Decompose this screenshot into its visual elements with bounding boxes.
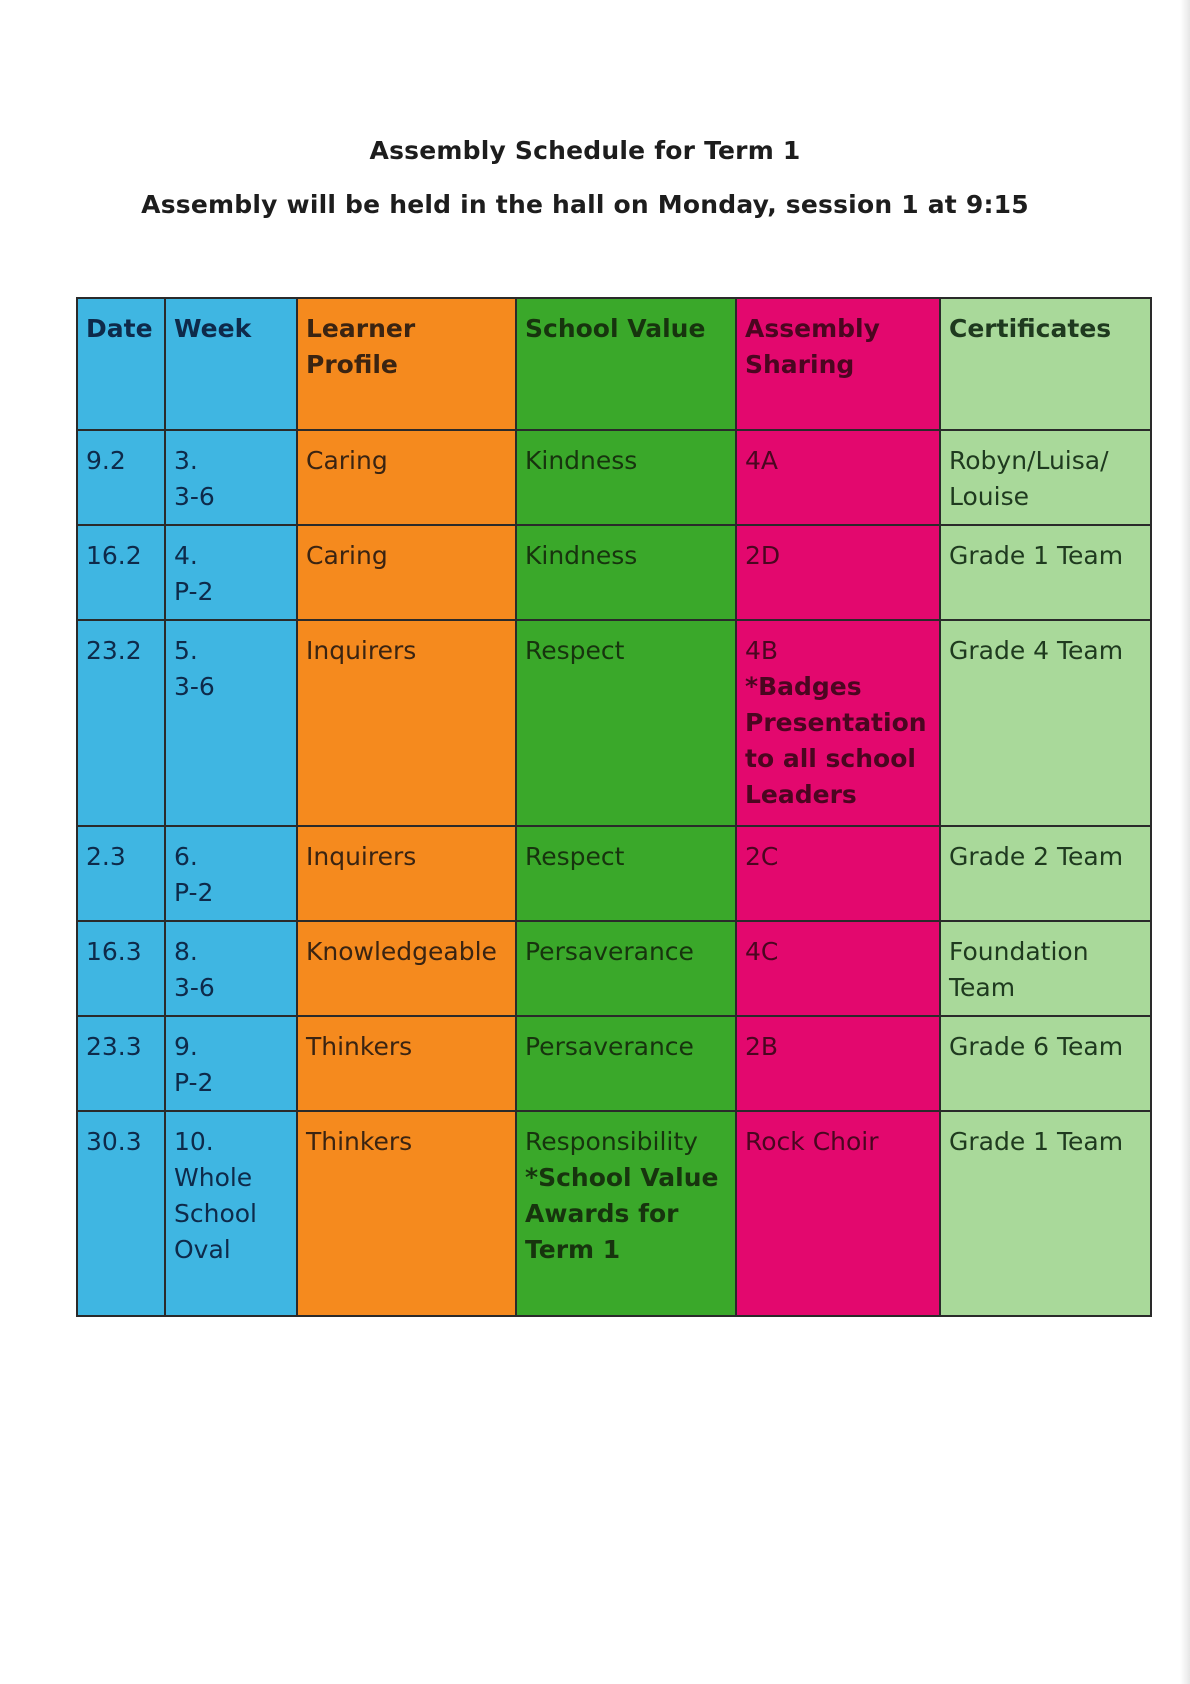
school-value-text: Kindness [525,541,638,570]
cell-learner-profile: Thinkers [297,1111,516,1316]
cell-assembly-sharing [736,826,940,921]
cell-assembly-sharing [736,525,940,620]
cell-school-value [516,826,736,921]
cell-assembly-sharing [736,620,940,826]
header-assembly-sharing: Assembly Sharing [736,298,940,430]
document-title: Assembly Schedule for Term 1 [369,136,801,165]
cell-week [165,1111,297,1316]
cell-date: 30.3 [77,1111,165,1316]
assembly-sharing-text: 4B [745,636,779,665]
assembly-sharing-text: 2B [745,1032,779,1061]
school-value-text: Respect [525,636,625,665]
cell-week [165,1016,297,1111]
cell-certificates: Foundation Team [940,921,1151,1016]
cell-school-value [516,620,736,826]
cell-learner-profile: Thinkers [297,1016,516,1111]
week-number: 9. [174,1032,198,1061]
document-subtitle: Assembly will be held in the hall on Monday, session 1 at 9:15 [141,190,1029,219]
assembly-sharing-text: 4A [745,446,779,475]
week-group: P-2 [174,1068,214,1097]
cell-certificates: Grade 6 Team [940,1016,1151,1111]
cell-certificates: Grade 4 Team [940,620,1151,826]
cell-week [165,826,297,921]
assembly-schedule-table [76,297,1152,1317]
cell-school-value [516,921,736,1016]
cell-date: 9.2 [77,430,165,525]
assembly-sharing-text: 2D [745,541,781,570]
week-group: 3-6 [174,482,215,511]
header-certificates: Certificates [940,298,1151,430]
cell-assembly-sharing [736,921,940,1016]
cell-certificates: Grade 2 Team [940,826,1151,921]
cell-assembly-sharing [736,1016,940,1111]
school-value-text: Persaverance [525,937,694,966]
week-group: P-2 [174,577,214,606]
cell-date: 23.3 [77,1016,165,1111]
week-number: 10. [174,1127,214,1156]
cell-certificates: Grade 1 Team [940,525,1151,620]
table-row [77,921,1151,1016]
assembly-sharing-note: *Badges Presentation to all school Leaders [745,672,927,809]
cell-school-value [516,525,736,620]
week-group: P-2 [174,878,214,907]
table-row [77,1016,1151,1111]
week-group: 3-6 [174,973,215,1002]
cell-week [165,921,297,1016]
table-header-row [77,298,1151,430]
cell-week [165,525,297,620]
table-row [77,826,1151,921]
week-number: 8. [174,937,198,966]
scan-edge-shadow [1180,0,1190,1684]
cell-assembly-sharing [736,430,940,525]
cell-assembly-sharing [736,1111,940,1316]
cell-week [165,620,297,826]
cell-learner-profile: Caring [297,430,516,525]
week-group: Whole School Oval [174,1163,257,1264]
week-number: 6. [174,842,198,871]
school-value-note: *School Value Awards for Term 1 [525,1163,719,1264]
assembly-sharing-text: Rock Choir [745,1127,879,1156]
school-value-text: Respect [525,842,625,871]
assembly-sharing-text: 2C [745,842,779,871]
cell-learner-profile: Inquirers [297,826,516,921]
week-number: 4. [174,541,198,570]
cell-certificates: Grade 1 Team [940,1111,1151,1316]
school-value-text: Persaverance [525,1032,694,1061]
table-row [77,430,1151,525]
cell-date: 16.3 [77,921,165,1016]
cell-learner-profile: Caring [297,525,516,620]
assembly-sharing-text: 4C [745,937,779,966]
header-week: Week [165,298,297,430]
cell-school-value [516,1016,736,1111]
week-number: 3. [174,446,198,475]
cell-certificates: Robyn/Luisa/ Louise [940,430,1151,525]
cell-week [165,430,297,525]
table-row [77,525,1151,620]
week-group: 3-6 [174,672,215,701]
cell-school-value [516,430,736,525]
week-number: 5. [174,636,198,665]
table-row [77,1111,1151,1316]
cell-date: 23.2 [77,620,165,826]
school-value-text: Kindness [525,446,638,475]
cell-learner-profile: Knowledgeable [297,921,516,1016]
school-value-text: Responsibility [525,1127,698,1156]
header-learner-profile: Learner Profile [297,298,516,430]
cell-learner-profile: Inquirers [297,620,516,826]
header-date: Date [77,298,165,430]
cell-date: 16.2 [77,525,165,620]
cell-school-value [516,1111,736,1316]
cell-date: 2.3 [77,826,165,921]
header-school-value: School Value [516,298,736,430]
table-row [77,620,1151,826]
